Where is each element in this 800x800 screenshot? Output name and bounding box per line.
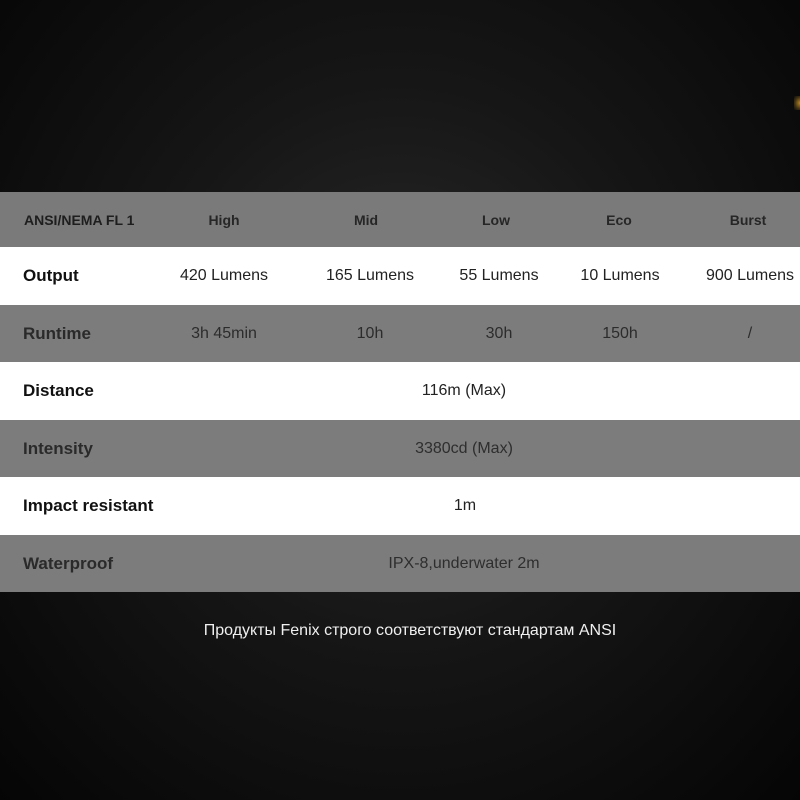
output-eco: 10 Lumens — [580, 267, 660, 284]
decorative-glint — [794, 96, 800, 110]
standards-caption: Продукты Fenix строго соответствуют стандартам ANSI — [203, 622, 617, 639]
intensity-label: Intensity — [23, 438, 93, 458]
waterproof-label: Waterproof — [23, 553, 114, 573]
output-low: 55 Lumens — [459, 267, 539, 284]
table-row-impact — [0, 477, 800, 535]
output-high: 420 Lumens — [179, 267, 269, 284]
runtime-eco: 150h — [602, 324, 638, 342]
header-mode-high: High — [208, 211, 240, 228]
output-burst: 900 Lumens — [705, 267, 795, 284]
waterproof-value: IPX-8,underwater 2m — [388, 554, 540, 572]
spec-table — [0, 192, 800, 592]
runtime-mid: 10h — [356, 324, 384, 342]
output-mid: 165 Lumens — [325, 267, 415, 284]
table-row-distance — [0, 362, 800, 420]
table-header-row — [0, 192, 800, 247]
output-label: Output — [23, 266, 79, 285]
runtime-high: 3h 45min — [191, 324, 257, 342]
runtime-label: Runtime — [23, 323, 91, 343]
intensity-value: 3380cd (Max) — [415, 439, 513, 457]
table-row-runtime — [0, 305, 800, 362]
header-mode-mid: Mid — [353, 211, 379, 228]
runtime-low: 30h — [485, 324, 513, 342]
impact-value: 1m — [453, 497, 477, 514]
table-row-output — [0, 247, 800, 305]
header-mode-eco: Eco — [606, 211, 632, 228]
header-standard-label: ANSI/NEMA FL 1 — [24, 211, 135, 228]
header-mode-burst: Burst — [729, 211, 767, 228]
table-row-waterproof — [0, 535, 800, 592]
runtime-burst: / — [747, 324, 753, 342]
distance-value: 116m (Max) — [421, 382, 507, 399]
table-row-intensity — [0, 420, 800, 477]
header-mode-low: Low — [482, 211, 510, 228]
distance-label: Distance — [23, 381, 94, 400]
impact-label: Impact resistant — [23, 496, 154, 515]
